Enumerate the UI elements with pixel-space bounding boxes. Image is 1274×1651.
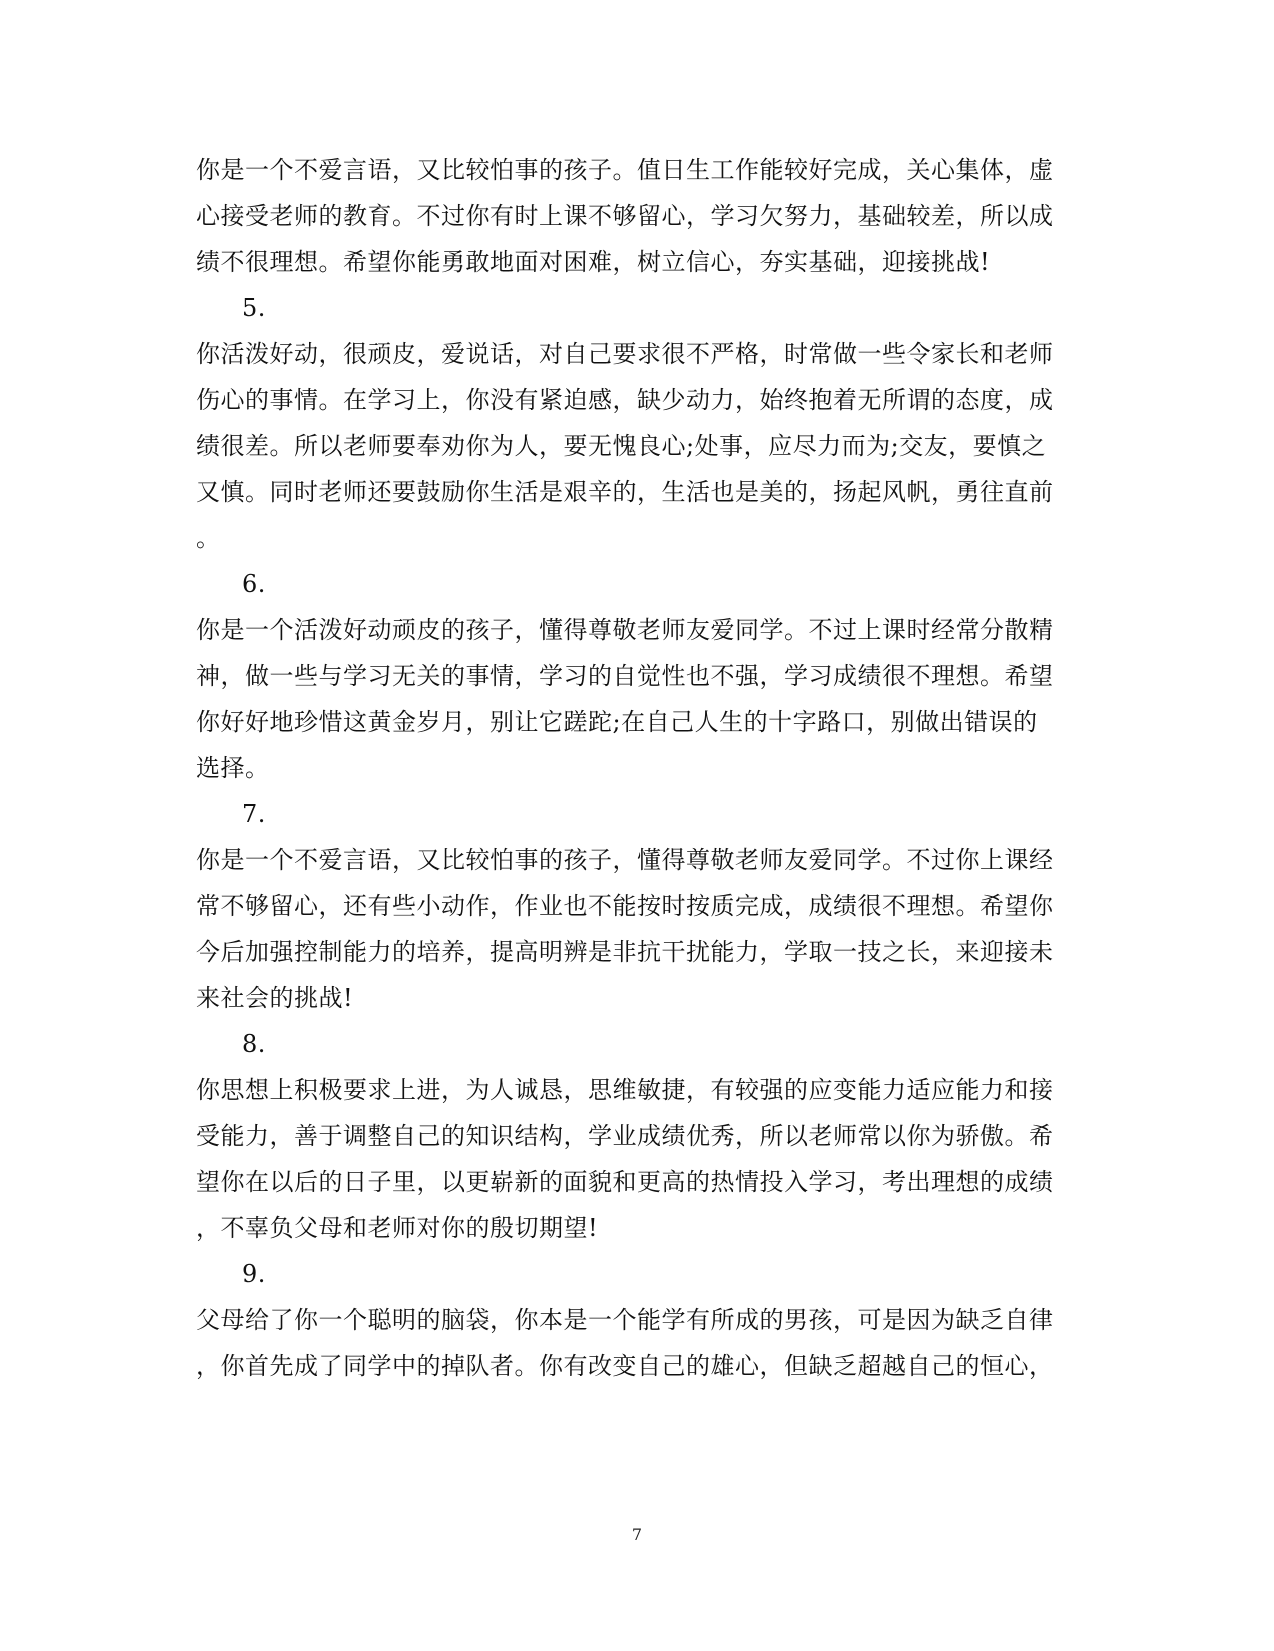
text-line: 你是一个不爱言语，又比较怕事的孩子，懂得尊敬老师友爱同学。不过你上课经 <box>196 846 1054 874</box>
text-line: 伤心的事情。在学习上，你没有紧迫感，缺少动力，始终抱着无所谓的态度，成 <box>196 386 1054 414</box>
item-number: 8. <box>242 1030 266 1058</box>
item-number: 6. <box>242 570 266 598</box>
text-line: 你是一个活泼好动顽皮的孩子，懂得尊敬老师友爱同学。不过上课时经常分散精 <box>196 616 1054 644</box>
text-line: 你好好地珍惜这黄金岁月，别让它蹉跎;在自己人生的十字路口，别做出错误的 <box>196 708 1038 736</box>
text-line: 父母给了你一个聪明的脑袋，你本是一个能学有所成的男孩，可是因为缺乏自律 <box>196 1306 1054 1334</box>
text-line: ，不辜负父母和老师对你的殷切期望! <box>196 1214 599 1242</box>
text-line: 心接受老师的教育。不过你有时上课不够留心，学习欠努力，基础较差，所以成 <box>196 202 1054 230</box>
text-line: 望你在以后的日子里，以更崭新的面貌和更高的热情投入学习，考出理想的成绩 <box>196 1168 1054 1196</box>
text-line: 又慎。同时老师还要鼓励你生活是艰辛的，生活也是美的，扬起风帆，勇往直前 <box>196 478 1054 506</box>
text-line: ，你首先成了同学中的掉队者。你有改变自己的雄心，但缺乏超越自己的恒心， <box>196 1352 1054 1380</box>
text-line: 你活泼好动，很顽皮，爱说话，对自己要求很不严格，时常做一些令家长和老师 <box>196 340 1054 368</box>
text-line: 今后加强控制能力的培养，提高明辨是非抗干扰能力，学取一技之长，来迎接未 <box>196 938 1054 966</box>
item-number: 5. <box>242 294 266 322</box>
item-number: 7. <box>242 800 266 828</box>
text-line: 来社会的挑战! <box>196 984 354 1012</box>
page-number: 7 <box>631 1525 643 1544</box>
text-line: 你是一个不爱言语，又比较怕事的孩子。值日生工作能较好完成，关心集体，虚 <box>196 156 1054 184</box>
text-line: 你思想上积极要求上进，为人诚恳，思维敏捷，有较强的应变能力适应能力和接 <box>196 1076 1054 1104</box>
text-line: 绩不很理想。希望你能勇敢地面对困难，树立信心，夯实基础，迎接挑战! <box>196 248 991 276</box>
text-line: 绩很差。所以老师要奉劝你为人，要无愧良心;处事，应尽力而为;交友，要慎之 <box>196 432 1047 460</box>
text-line: 神，做一些与学习无关的事情，学习的自觉性也不强，学习成绩很不理想。希望 <box>196 662 1054 690</box>
item-number: 9. <box>242 1260 266 1288</box>
text-line: 。 <box>196 524 221 552</box>
text-line: 常不够留心，还有些小动作，作业也不能按时按质完成，成绩很不理想。希望你 <box>196 892 1054 920</box>
text-line: 选择。 <box>196 754 270 782</box>
text-line: 受能力，善于调整自己的知识结构，学业成绩优秀，所以老师常以你为骄傲。希 <box>196 1122 1054 1150</box>
